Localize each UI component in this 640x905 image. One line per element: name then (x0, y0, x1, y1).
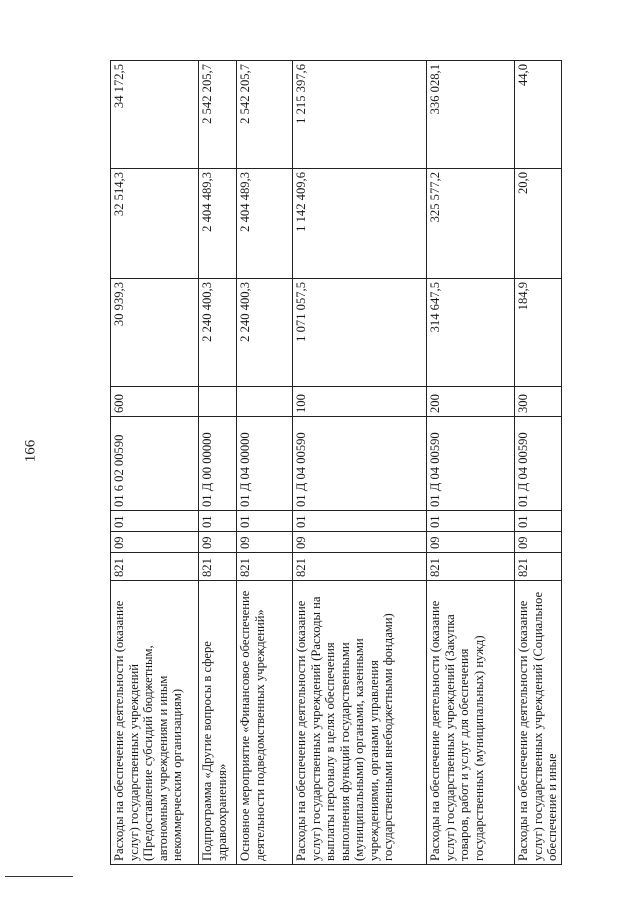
expense-name-cell: Подпрограмма «Другие вопросы в сфере здравоохранения» (199, 581, 237, 865)
section-code-cell: 09 (111, 532, 199, 553)
subsection-code-cell: 01 (515, 511, 562, 532)
table-row (199, 61, 237, 865)
table-row (237, 61, 293, 865)
amount-year2-cell: 32 514,3 (111, 169, 199, 279)
table-row (427, 61, 515, 865)
target-article-cell: 01 Д 04 00000 (237, 417, 293, 511)
amount-year2-cell: 1 142 409,6 (293, 169, 427, 279)
ministry-code-cell: 821 (237, 553, 293, 581)
target-article-cell: 01 Д 00 00000 (199, 417, 237, 511)
margin-rule (5, 876, 73, 877)
amount-year2-cell: 2 404 489,3 (237, 169, 293, 279)
amount-year3-cell: 1 215 397,6 (293, 61, 427, 169)
amount-year1-cell: 2 240 400,3 (199, 279, 237, 387)
ministry-code-cell: 821 (293, 553, 427, 581)
amount-year2-cell: 20,0 (515, 169, 562, 279)
table-row (111, 61, 199, 865)
amount-year3-cell: 2 542 205,7 (199, 61, 237, 169)
expense-type-cell: 600 (111, 387, 199, 417)
expense-type-cell: 200 (427, 387, 515, 417)
target-article-cell: 01 Д 04 00590 (427, 417, 515, 511)
ministry-code-cell: 821 (199, 553, 237, 581)
ministry-code-cell: 821 (515, 553, 562, 581)
page-number: 166 (22, 439, 39, 463)
expense-name-cell: Основное мероприятие «Финансовое обеспечение деятельности подведомственных учреждений» (237, 581, 293, 865)
budget-table-container (110, 61, 560, 865)
amount-year1-cell: 314 647,5 (427, 279, 515, 387)
subsection-code-cell: 01 (111, 511, 199, 532)
expense-type-cell: 100 (293, 387, 427, 417)
section-code-cell: 09 (515, 532, 562, 553)
section-code-cell: 09 (199, 532, 237, 553)
amount-year3-cell: 336 028,1 (427, 61, 515, 169)
table-row (515, 61, 562, 865)
subsection-code-cell: 01 (199, 511, 237, 532)
subsection-code-cell: 01 (237, 511, 293, 532)
amount-year3-cell: 2 542 205,7 (237, 61, 293, 169)
expense-name-cell: Расходы на обеспечение деятельности (оказание услуг) государственных учреждений (Социальное обеспечение и иные (515, 581, 562, 865)
expense-name-cell: Расходы на обеспечение деятельности (оказание услуг) государственных учреждений (Закупка товаров, работ и услуг для обеспечения государственных (муниципальных) нужд) (427, 581, 515, 865)
amount-year1-cell: 184,9 (515, 279, 562, 387)
amount-year2-cell: 2 404 489,3 (199, 169, 237, 279)
expense-name-cell: Расходы на обеспечение деятельности (оказание услуг) государственных учреждений (Предоставление субсидий бюджетным, автономным учреждениям и иным некоммерческим организациям) (111, 581, 199, 865)
target-article-cell: 01 6 02 00590 (111, 417, 199, 511)
target-article-cell: 01 Д 04 00590 (515, 417, 562, 511)
subsection-code-cell: 01 (427, 511, 515, 532)
expense-type-cell (199, 387, 237, 417)
table-row (293, 61, 427, 865)
amount-year1-cell: 30 939,3 (111, 279, 199, 387)
subsection-code-cell: 01 (293, 511, 427, 532)
budget-table (110, 60, 562, 865)
ministry-code-cell: 821 (111, 553, 199, 581)
section-code-cell: 09 (237, 532, 293, 553)
target-article-cell: 01 Д 04 00590 (293, 417, 427, 511)
expense-name-cell: Расходы на обеспечение деятельности (оказание услуг) государственных учреждений (Расходы на выплаты персоналу в целях обеспечения выполнения функций государственными (муниципальными) органами, казенными учреждениями, органами управления государственными внебюджетными фондами) (293, 581, 427, 865)
ministry-code-cell: 821 (427, 553, 515, 581)
amount-year2-cell: 325 577,2 (427, 169, 515, 279)
expense-type-cell: 300 (515, 387, 562, 417)
amount-year1-cell: 2 240 400,3 (237, 279, 293, 387)
amount-year3-cell: 44,0 (515, 61, 562, 169)
section-code-cell: 09 (427, 532, 515, 553)
section-code-cell: 09 (293, 532, 427, 553)
amount-year1-cell: 1 071 057,5 (293, 279, 427, 387)
expense-type-cell (237, 387, 293, 417)
amount-year3-cell: 34 172,5 (111, 61, 199, 169)
